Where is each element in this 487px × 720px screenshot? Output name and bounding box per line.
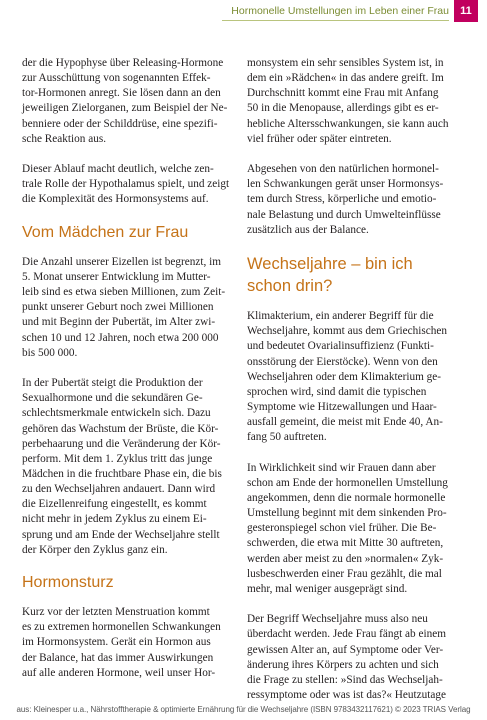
paragraph [22,56,234,147]
page-number: 11 [454,0,478,22]
header-rule [222,20,449,21]
text-line: punkt unserer Geburt noch zwei Millionen [22,301,214,314]
text-line: mehr, mal weniger ausgeprägt sind. [247,582,408,595]
text-line: Symptome wie Hitzewallungen und Haar- [247,401,437,414]
text-line: die Frage zu stellen: »Sind das Wechseljah- [247,673,443,686]
text-line: überdacht werden. Jede Frau fängt ab einem [247,628,446,641]
text-line: gesteronspiegel schon viel früher. Die Be- [247,522,437,535]
text-line: perbehaarung und die Veränderung der Kör- [22,437,221,450]
text-line: auf alle anderen Hormone, weil unser Hor- [22,666,216,679]
text-line: werden aber meist zu den »normalen« Zyk- [247,552,444,565]
section-heading [247,253,471,297]
text-line: der Körper den Zyklus ganz ein. [22,543,168,556]
text-line: die Komplexität des Hormonsystems auf. [22,193,209,206]
running-header [0,0,487,24]
text-line: Kurz vor der letzten Menstruation kommt [22,606,210,619]
text-line: Wechseljahre, kommt aus dem Griechischen [247,325,447,338]
text-line: Wechseljahren oder dem Klimakterium ge- [247,370,442,383]
paragraph [247,309,471,445]
text-line: 50 in die Menopause, allerdings gibt es er- [247,102,439,115]
text-line: gewissen Alter an, auf Symptome oder Ver- [247,643,444,656]
text-line: Klimakterium, ein anderer Begriff für die [247,310,434,323]
text-line: gehören das Wachstum der Brüste, die Kör- [22,422,219,435]
right-column [247,56,471,718]
text-line: die Eizellenreifung eingestellt, es kommt [22,498,207,511]
text-line: jeweiligen Zielorganen, zum Beispiel der Ne- [22,102,228,115]
paragraph [247,612,471,703]
text-line: schwerden, die etwa mit Mitte 30 auftreten, [247,537,444,550]
copyright-footer: aus: Kleinesper u.a., Nährstofftherapie & optimierte Ernährung für die Wechseljahre (ISBN 9783432117621) © 2023 TRIAS Verlag [16,705,471,714]
text-line: benniere oder der Schilddrüse, eine spezifi- [22,117,218,130]
text-line: schon am Ende der hormonellen Umstellung [247,476,448,489]
text-line: tor-Hormonen anregt. Sie lösen dann an den [22,87,221,100]
text-line: tem durch Stress, körperliche und emotio- [247,193,437,206]
left-column [22,56,234,696]
text-line: ausfall gemeint, die meist mit Ende 40, An- [247,416,443,429]
text-line: Mädchen in die fruchtbare Phase ein, die bis [22,468,222,480]
text-line: len Schwankungen gerät unser Hormonsys- [247,178,444,191]
text-line: Umstellung beginnt mit dem sinkenden Pro- [247,507,447,520]
paragraph [247,461,471,597]
text-line: dem ein »Rädchen« in das andere greift. Im [247,72,444,85]
text-line: In der Pubertät steigt die Produktion der [22,377,203,390]
text-line: 5. Monat unserer Entwicklung im Mutter- [22,270,211,283]
text-line: zu den Wechseljahren andauert. Dann wird [22,483,216,496]
running-title: Hormonelle Umstellungen im Leben einer Frau [231,5,449,17]
text-line: und mit Beginn der Pubertät, im Alter zwi- [22,316,216,329]
text-line: schen 10 und 12 Jahren, noch etwa 200 000 [22,331,219,344]
text-line: In Wirklichkeit sind wir Frauen dann aber [247,461,436,474]
text-line: angekommen, denn die normale hormonelle [247,492,446,504]
text-line: hebliche Altersschwankungen, sie kann auch [247,117,449,130]
text-line: bis 500 000. [22,346,78,359]
text-line: ressymptome oder was ist das?« Heutzutage [247,689,447,702]
text-line: schon drin? [247,277,333,296]
text-line: zusätzlich aus der Balance. [247,223,369,236]
text-line: im Hormonsystem. Gerät ein Hormon aus [22,636,211,649]
text-line: Wechseljahre – bin ich [247,255,413,274]
text-line: nale Belastung und durch Umwelteinflüsse [247,208,441,221]
text-line: der Balance, hat das immer Auswirkungen [22,651,214,664]
paragraph [247,162,471,238]
text-line: Sexualhormone und die sekundären Ge- [22,392,203,405]
text-line: zur Ausschüttung von sogenannten Effek- [22,72,211,85]
text-line: und bedeutet Ovarialinsuffizienz (Funkti- [247,340,434,353]
text-line: sprung und am Ende der Wechseljahre stellt [22,528,220,541]
paragraph [247,56,471,147]
text-line: leib sind es etwa sieben Millionen, zum Zeit- [22,286,226,299]
text-line: onsstörung der Eierstöcke). Wenn von den [247,355,438,368]
text-line: änderung ihres Körpers zu achten und sich [247,658,439,671]
text-line: sprochen wird, sind damit die typischen [247,385,427,398]
text-line: viel früher oder später eintreten. [247,132,392,145]
text-line: sche Reaktion aus. [22,132,107,145]
text-line: perform. Mit dem 1. Zyklus tritt das junge [22,452,213,465]
section-heading: Vom Mädchen zur Frau [22,223,189,241]
text-line: Durchschnitt kommt eine Frau mit Anfang [247,87,439,100]
text-line: Die Anzahl unserer Eizellen ist begrenzt, im [22,255,221,268]
text-line: Abgesehen von den natürlichen hormonel- [247,163,439,176]
text-line: schlechtsmerkmale entwickeln sich. Dazu [22,407,211,420]
section-heading: Hormonsturz [22,574,114,592]
text-line: monsystem ein sehr sensibles System ist, in [247,57,444,69]
text-line: fang 50 auftreten. [247,431,327,444]
text-line: trale Rolle der Hypothalamus spielt, und zeigt [22,178,230,191]
text-line: es zu extremen hormonellen Schwankungen [22,621,221,634]
paragraph [22,255,234,361]
paragraph [22,605,234,681]
paragraph [22,162,234,207]
text-line: nicht mehr in jedem Zyklus zu einem Ei- [22,513,207,526]
text-line: der die Hypophyse über Releasing-Hormone [22,57,224,69]
paragraph [22,376,234,558]
text-line: Dieser Ablauf macht deutlich, welche zen- [22,163,214,176]
text-line: lusbeschwerden einer Frau gezählt, die mal [247,567,442,580]
text-line: Der Begriff Wechseljahre muss also neu [247,613,428,626]
